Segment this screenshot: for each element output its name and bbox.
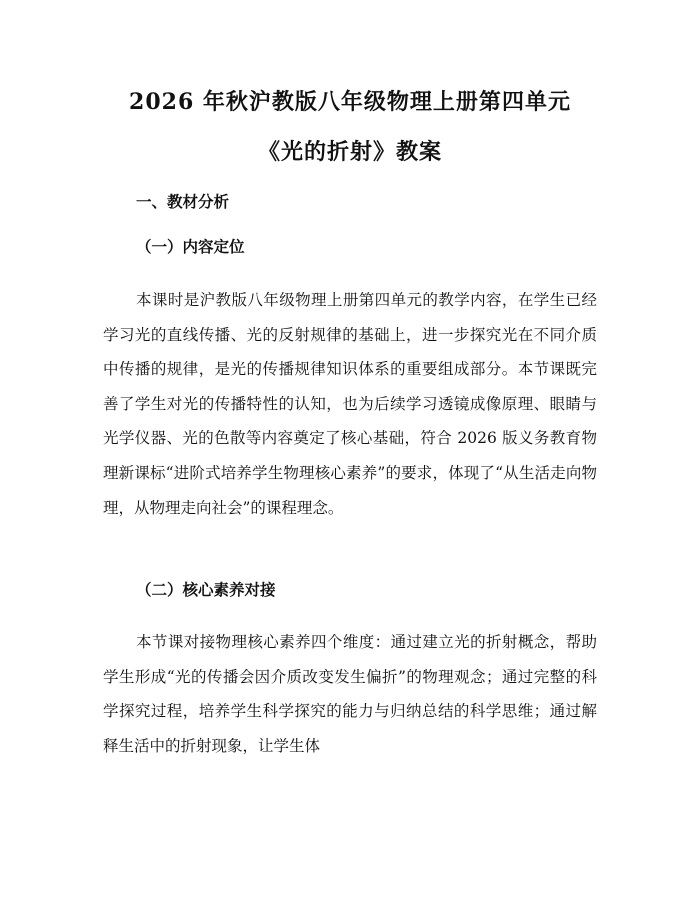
- subsection-heading-core-literacy: （二）核心素养对接: [136, 580, 276, 599]
- document-title-line2: 《光的折射》教案: [257, 139, 442, 165]
- paragraph-core-literacy: 本节课对接物理核心素养四个维度：通过建立光的折射概念，帮助学生形成“光的传播会因介质改变发生偏折”的物理观念；通过完整的科学探究过程，培养学生科学探究的能力与归纳总结的科学思维；通过解释生活中的折射现象，让学生体: [103, 633, 597, 755]
- paragraph-content-positioning: 本课时是沪教版八年级物理上册第四单元的教学内容，在学生已经学习光的直线传播、光的反射规律的基础上，进一步探究光在不同介质中传播的规律，是光的传播规律知识体系的重要组成部分。本节课既完善了学生对光的传播特性的认知，也为后续学习透镜成像原理、眼睛与光学仪器、光的色散等内容奠定了核心基础，符合 2026 版义务教育物理新课标“进阶式培养学生物理核心素养”的要求，体现了“从生活走向物理，从物理走向社会”的课程理念。: [103, 291, 597, 517]
- document-title-line1: 2026 年秋沪教版八年级物理上册第四单元: [129, 89, 571, 115]
- subsection-heading-content-positioning: （一）内容定位: [136, 237, 245, 256]
- section-heading-textbook-analysis: 一、教材分析: [136, 192, 230, 211]
